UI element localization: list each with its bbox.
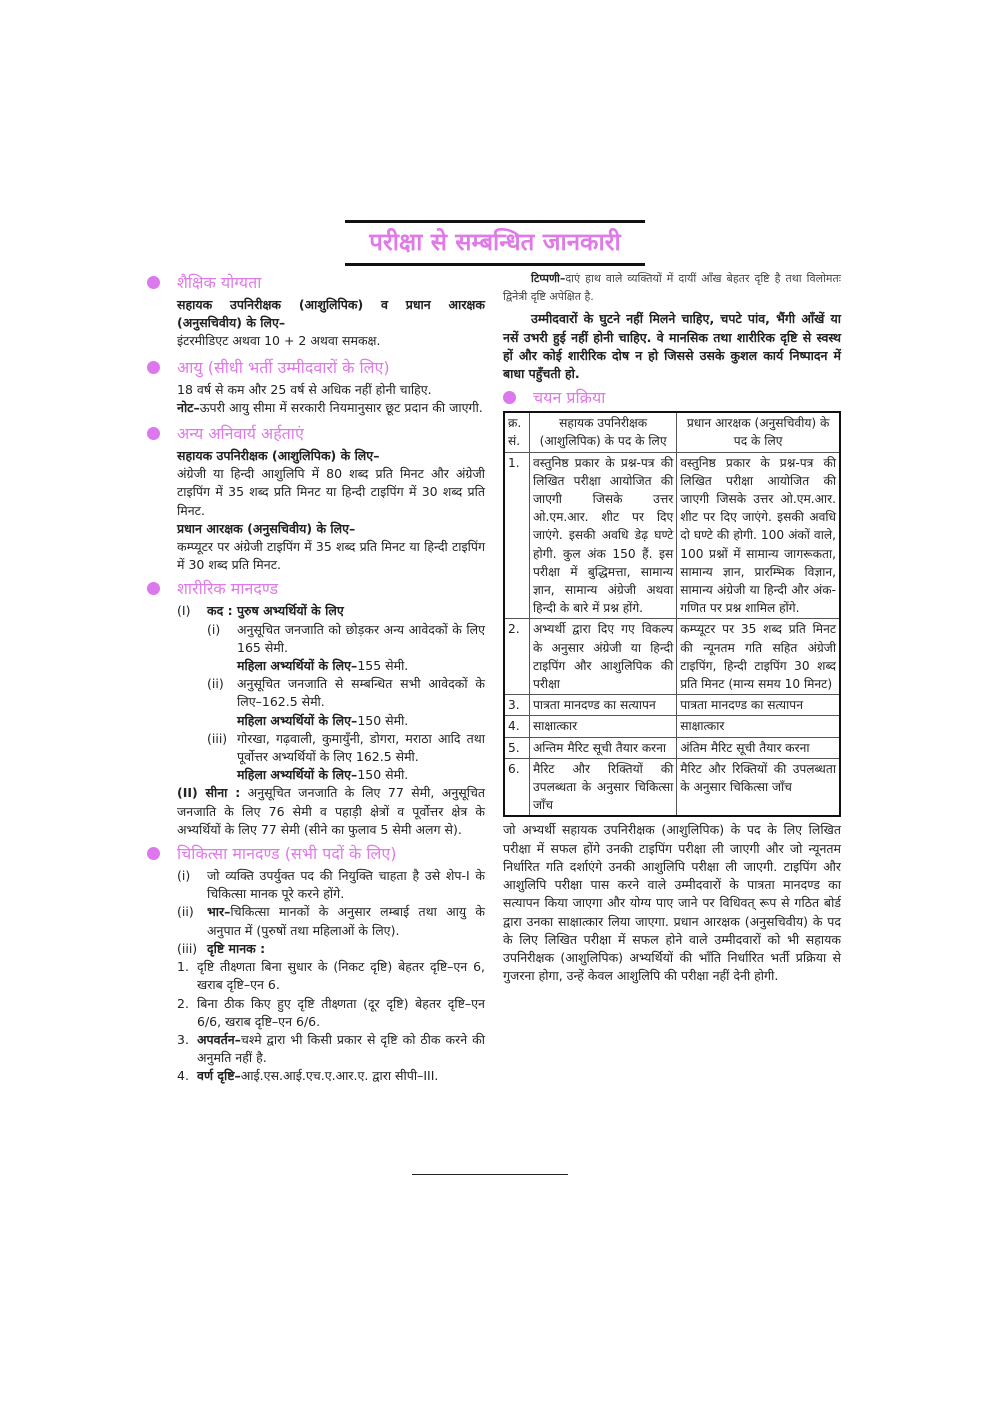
left-column bbox=[177, 270, 485, 1086]
age-note: नोट– ऊपरी आयु सीमा में सरकारी नियमानुसार छूट प्रदान की जाएगी. bbox=[177, 399, 483, 415]
table-header-row: क्र. सं. सहायक उपनिरीक्षक (आशुलिपिक) के पद के लिए प्रधान आरक्षक (अनुसचिवीय) के पद के लिए bbox=[504, 412, 840, 452]
other-text-1: अंग्रेजी या हिन्दी आशुलिपि में 80 शब्द प्रति मिनट और अंग्रेजी टाइपिंग में 35 शब्द प्रति मिनट या हिन्दी टाइपिंग में 30 शब्द प्रति मिनट. bbox=[177, 466, 485, 518]
height-item: (ii) अनुसूचित जनजाति से सम्बन्धित सभी आवेदकों के लिए–162.5 सेमी. महिला अभ्यर्थियों के लिए–150 सेमी. bbox=[207, 676, 485, 728]
page-title-box bbox=[345, 220, 645, 266]
chest-text: (II) सीना : अनुसूचित जनजाति के लिए 77 सेमी, अनुसूचित जनजाति के लिए 76 सेमी व पहाड़ी क्षेत्रों व पूर्वोत्तर क्षेत्र के अभ्यर्थियों के लिए 77 सेमी (सीने का फुलाव 5 सेमी अलग से). bbox=[177, 785, 486, 837]
table-row: 6. मैरिट और रिक्तियों की उपलब्धता के अनुसार चिकित्सा जाँच मैरिट और रिक्तियों की उपलब्धता के अनुसार चिकित्सा जाँच bbox=[504, 758, 840, 816]
table-row: 5. अन्तिम मैरिट सूची तैयार करना अंतिम मैरिट सूची तैयार करना bbox=[504, 737, 840, 758]
other-sub-1: सहायक उपनिरीक्षक (आशुलिपिक) के लिए– bbox=[177, 448, 380, 464]
heading-other: अन्य अनिवार्य अर्हताएं bbox=[177, 423, 485, 445]
table-row: 3. पात्रता मानदण्ड का सत्यापन पात्रता मानदण्ड का सत्यापन bbox=[504, 695, 840, 716]
vision-item: 4. वर्ण दृष्टि–आई.एस.आई.एच.ए.आर.ए. द्वारा सीपी–III. bbox=[177, 1068, 439, 1084]
vision-item: 3. अपवर्तन–चश्मे द्वारा भी किसी प्रकार से दृष्टि को ठीक करने की अनुमति नहीं है. bbox=[177, 1031, 485, 1066]
table-row: 4. साक्षात्कार साक्षात्कार bbox=[504, 716, 840, 737]
right-column bbox=[503, 270, 841, 985]
heading-selection: चयन प्रक्रिया bbox=[503, 387, 841, 409]
end-divider bbox=[412, 1174, 568, 1175]
page-title: परीक्षा से सम्बन्धित जानकारी bbox=[369, 228, 621, 256]
medical-iii: (iii) दृष्टि मानक : bbox=[177, 940, 266, 956]
vision-item: 2. बिना ठीक किए हुए दृष्टि तीक्ष्णता (दूर दृष्टि) बेहतर दृष्टि–एन 6/6, खराब दृष्टि–एन 6/6. bbox=[177, 995, 485, 1029]
table-row: 2. अभ्यर्थी द्वारा दिए गए विकल्प के अनुसार अंग्रेजी या हिन्दी टाइपिंग और आशुलिपिक की परीक्षा कम्प्यूटर पर 35 शब्द प्रति मिनट की न्यूनतम गति सहित अंग्रेजी टाइपिंग, हिन्दी टाइपिंग 30 शब्द प्रति मिनट (मान्य समय 10 मिनट) bbox=[504, 619, 840, 695]
bullet-icon bbox=[147, 276, 160, 289]
table-row: 1. वस्तुनिष्ठ प्रकार के प्रश्न-पत्र की लिखित परीक्षा आयोजित की जाएगी जिसके उत्तर ओ.एम.आर. शीट पर दिए जाएंगे. इसकी अवधि डेढ़ घण्टे होगी. कुल अंक 150 हैं. इस परीक्षा में बुद्धिमत्ता, सामान्य ज्ञान, सामान्य अंग्रेजी अथवा हिन्दी के बारे में प्रश्न होंगे. वस्तुनिष्ठ प्रकार के प्रश्न-पत्र की लिखित परीक्षा आयोजित की जाएगी जिसके उत्तर ओ.एम.आर. शीट पर दिए जाएंगे. इसकी अवधि दो घण्टे की होगी. 100 अंकों वाले, 100 प्रश्नों में सामान्य जागरूकता, सामान्य ज्ञान, प्रारम्भिक विज्ञान, सामान्य अंग्रेजी या हिन्दी और अंक-गणित पर प्रश्न शामिल होंगे. bbox=[504, 452, 840, 619]
note-paragraph: टिप्पणी–दाएं हाथ वाले व्यक्तियों में दायीं आँख बेहतर दृष्टि है तथा विलोमतः द्विनेत्री दृष्टि अपेक्षित है. bbox=[503, 272, 841, 304]
heading-education: शैक्षिक योग्यता bbox=[177, 272, 485, 294]
bullet-icon bbox=[147, 847, 160, 860]
heading-medical: चिकित्सा मानदण्ड (सभी पदों के लिए) bbox=[177, 843, 485, 865]
candidate-paragraph: उम्मीदवारों के घुटने नहीं मिलने चाहिए, चपटे पांव, भैंगी आँखें या नसें उभरी हुई नहीं होनी चाहिए. वे मानसिक तथा शारीरिक दृष्टि से स्वस्थ हों और कोई शारीरिक दोष न हो जिससे उसके कुशल कार्य निष्पादन में बाधा पहुँचती हो. bbox=[503, 311, 841, 382]
height-item: (iii) गोरखा, गढ़वाली, कुमायुँनी, डोगरा, मराठा आदि तथा पूर्वोत्तर अभ्यर्थियों के लिए 162.5 सेमी. महिला अभ्यर्थियों के लिए–150 सेमी. bbox=[207, 730, 485, 783]
height-label: (I) कद : पुरुष अभ्यर्थियों के लिए bbox=[177, 603, 344, 619]
height-item: (i) अनुसूचित जनजाति को छोड़कर अन्य आवेदकों के लिए 165 सेमी. महिला अभ्यर्थियों के लिए–155 सेमी. bbox=[207, 621, 485, 674]
medical-ii: (ii) भार–चिकित्सा मानकों के अनुसार लम्बाई तथा आयु के अनुपात में (पुरुषों तथा महिलाओं के लिए). bbox=[177, 904, 485, 938]
selection-table bbox=[503, 411, 841, 817]
bullet-icon bbox=[147, 582, 160, 595]
bullet-icon bbox=[503, 391, 516, 404]
other-sub-2: प्रधान आरक्षक (अनुसचिवीय) के लिए– bbox=[177, 520, 356, 536]
heading-physical: शारीरिक मानदण्ड bbox=[177, 578, 485, 600]
medical-i: (i) जो व्यक्ति उपर्युक्त पद की नियुक्ति चाहता है उसे शेप-I के चिकित्सा मानक पूरे करने होंगे. bbox=[177, 868, 485, 902]
education-text: इंटरमीडिएट अथवा 10 + 2 अथवा समकक्ष. bbox=[177, 333, 381, 349]
bullet-icon bbox=[147, 427, 160, 440]
age-text: 18 वर्ष से कम और 25 वर्ष से अधिक नहीं होनी चाहिए. bbox=[177, 381, 432, 397]
education-sub: सहायक उपनिरीक्षक (आशुलिपिक) व प्रधान आरक्षक (अनुसचिवीय) के लिए– bbox=[177, 297, 485, 331]
closing-paragraph: जो अभ्यर्थी सहायक उपनिरीक्षक (आशुलिपिक) के पद के लिए लिखित परीक्षा में सफल होंगे उनकी टाइपिंग परीक्षा ली जाएगी और जो न्यूनतम निर्धारित गति दर्शाएंगे उनकी आशुलिपि परीक्षा ली जाएगी. टाइपिंग और आशुलिपि परीक्षा पास करने वाले उम्मीदवारों के पात्रता मानदण्ड का सत्यापन किया जाएगा और योग्य पाए जाने पर विधिवत् रूप से गठित बोर्ड द्वारा उनका साक्षात्कार लिया जाएगा. प्रधान आरक्षक (अनुसचिवीय) के पद के लिए लिखित परीक्षा में सफल होने वाले उम्मीदवारों को भी सहायक उपनिरीक्षक (आशुलिपिक) अभ्यर्थियों की भाँति निर्धारित भर्ती प्रक्रिया से गुजरना होगा, उन्हें केवल आशुलिपि की परीक्षा नहीं देनी होगी. bbox=[503, 822, 841, 984]
bullet-icon bbox=[147, 361, 160, 374]
other-text-2: कम्प्यूटर पर अंग्रेजी टाइपिंग में 35 शब्द प्रति मिनट या हिन्दी टाइपिंग में 30 शब्द प्रति मिनट. bbox=[177, 539, 485, 573]
heading-age: आयु (सीधी भर्ती उम्मीदवारों के लिए) bbox=[177, 357, 485, 379]
vision-item: 1. दृष्टि तीक्ष्णता बिना सुधार के (निकट दृष्टि) बेहतर दृष्टि–एन 6, खराब दृष्टि–एन 6. bbox=[177, 959, 485, 993]
